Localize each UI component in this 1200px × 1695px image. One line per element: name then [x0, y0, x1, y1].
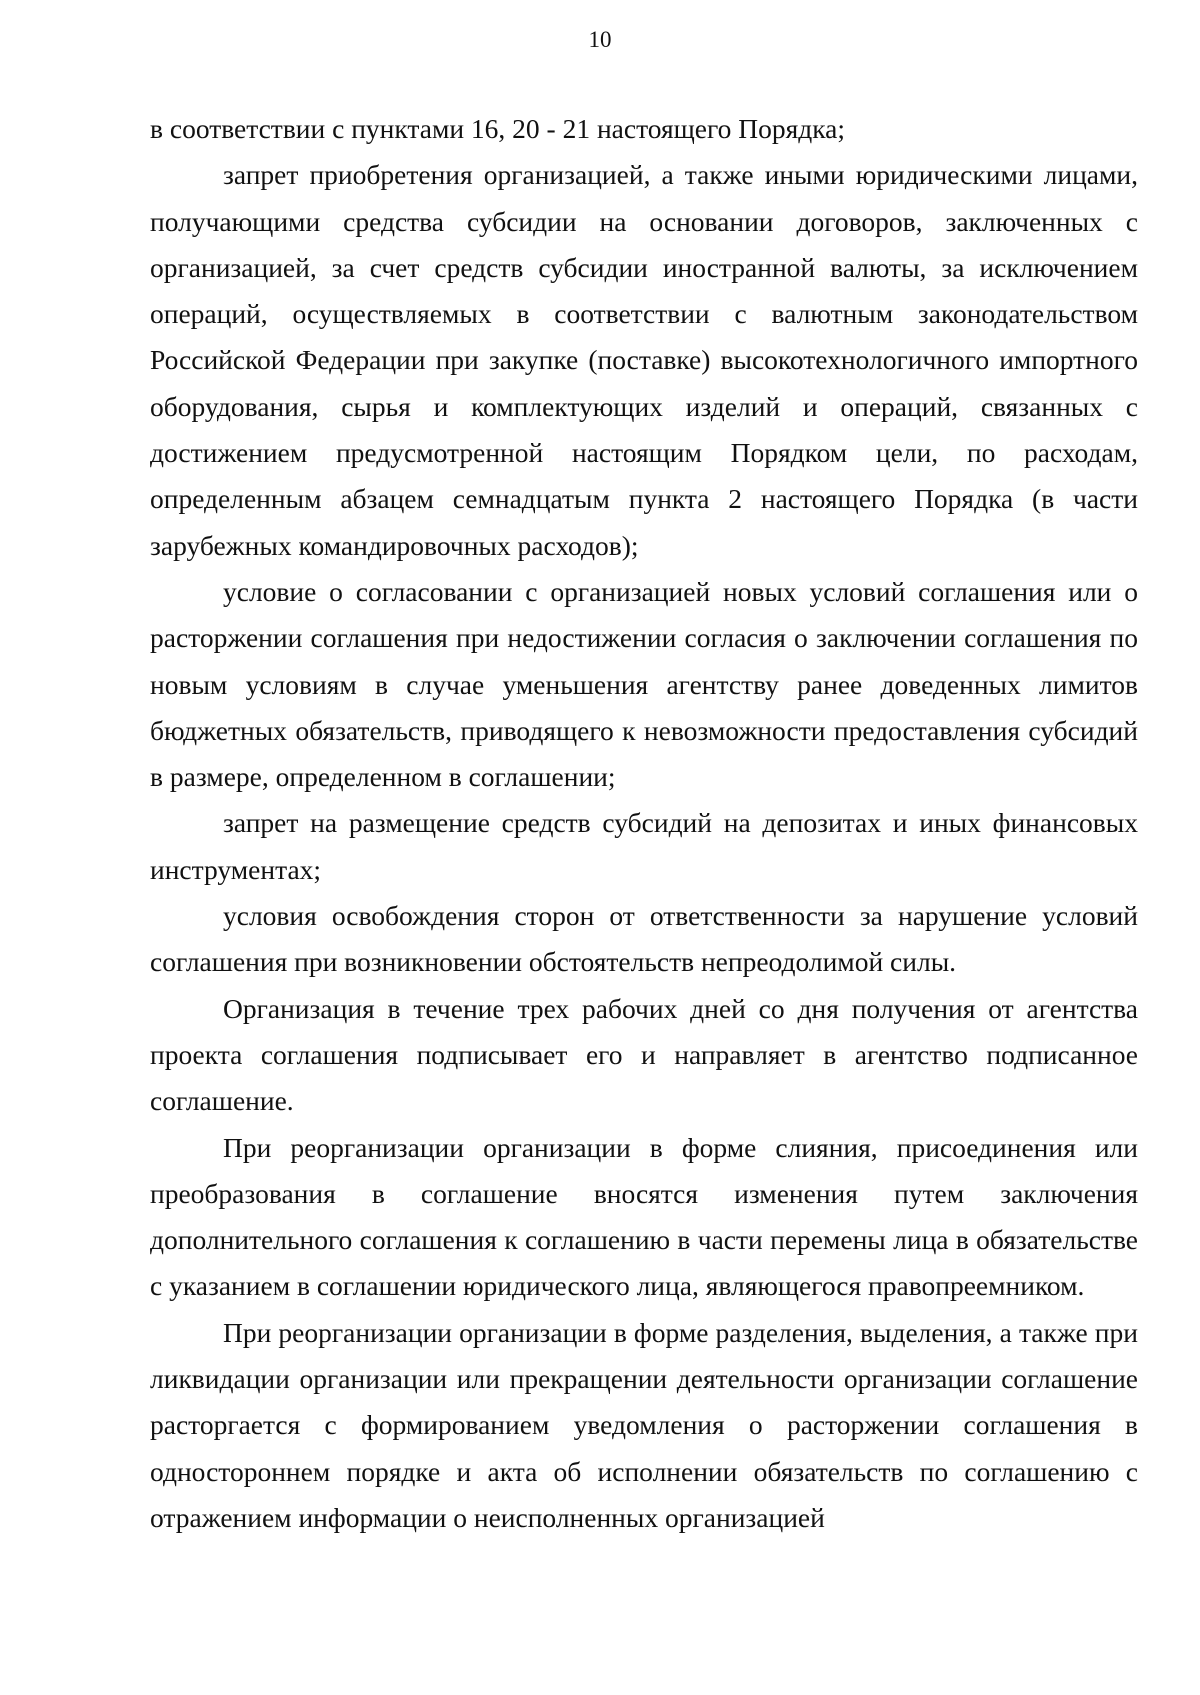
paragraph: запрет приобретения организацией, а также иными юридическими лицами, получающими средства субсидии на основании договоров, заключенных с организацией, за счет средств субсидии иностранной валюты, за исключением операций, осуществляемых в соответствии с валютным законодательством Российской Федерации при закупке (поставке) высокотехнологичного импортного оборудования, сырья и комплектующих изделий и операций, связанных с достижением предусмотренной настоящим Порядком цели, по расходам, определенным абзацем семнадцатым пункта 2 настоящего Порядка (в части зарубежных командировочных расходов);	[150, 159, 1138, 561]
paragraph: в соответствии с пунктами 16, 20 - 21 настоящего Порядка;	[150, 113, 846, 144]
paragraph: условия освобождения сторон от ответственности за нарушение условий соглашения при возникновении обстоятельств непреодолимой силы.	[150, 900, 1138, 978]
document-body	[150, 106, 1138, 1541]
page-number: 10	[588, 27, 612, 52]
paragraph: условие о согласовании с организацией новых условий соглашения или о расторжении соглашения при недостижении согласия о заключении соглашения по новым условиям в случае уменьшения агентству ранее доведенных лимитов бюджетных обязательств, приводящего к невозможности предоставления субсидий в размере, определенном в соглашении;	[150, 575, 1138, 793]
paragraph: запрет на размещение средств субсидий на депозитах и иных финансовых инструментах;	[150, 807, 1138, 885]
paragraph: Организация в течение трех рабочих дней со дня получения от агентства проекта соглашения подписывает его и направляет в агентство подписанное соглашение.	[150, 992, 1138, 1117]
paragraph: При реорганизации организации в форме слияния, присоединения или преобразования в соглашение вносятся изменения путем заключения дополнительного соглашения к соглашению в части перемены лица в обязательстве с указанием в соглашении юридического лица, являющегося правопреемником.	[150, 1131, 1138, 1302]
paragraph: При реорганизации организации в форме разделения, выделения, а также при ликвидации организации или прекращении деятельности организации соглашение расторгается с формированием уведомления о расторжении соглашения в одностороннем порядке и акта об исполнении обязательств по соглашению с отражением информации о неисполненных организацией	[150, 1316, 1138, 1533]
